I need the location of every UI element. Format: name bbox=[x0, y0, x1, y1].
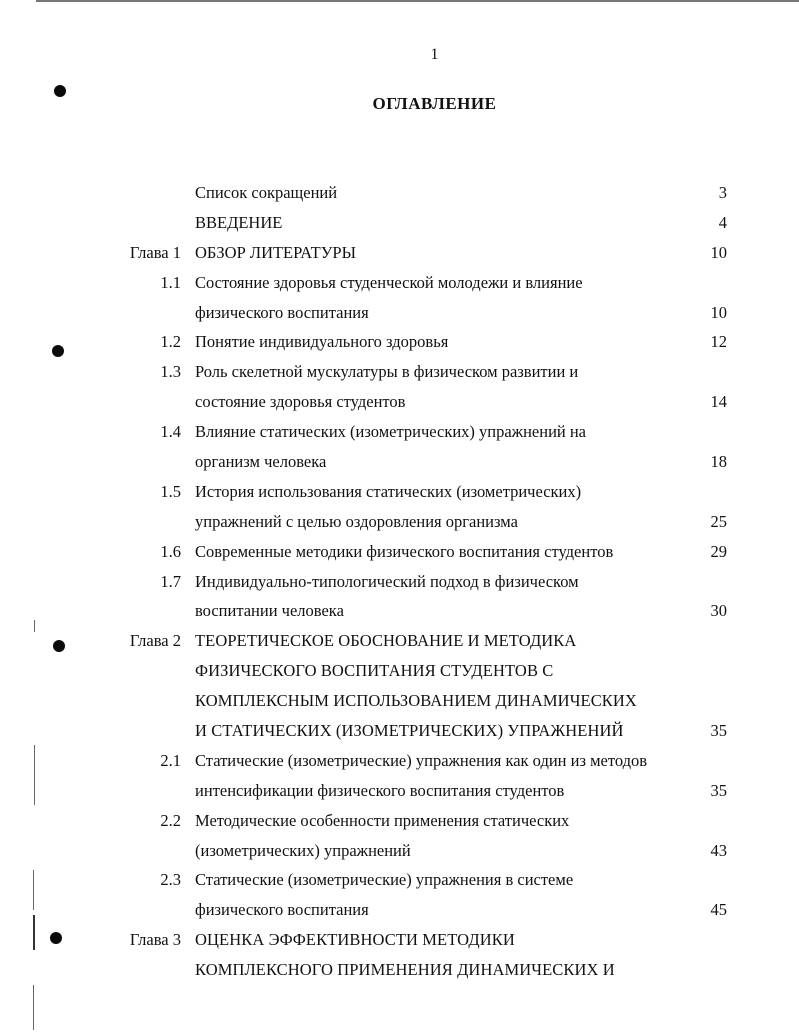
toc-page: 43 bbox=[710, 840, 727, 860]
toc-page: 14 bbox=[710, 392, 727, 412]
toc-page: 35 bbox=[710, 721, 727, 741]
toc-entry[interactable] bbox=[0, 927, 799, 957]
toc-entry[interactable] bbox=[0, 569, 799, 599]
toc-title: ОЦЕНКА ЭФФЕКТИВНОСТИ МЕТОДИКИ bbox=[195, 930, 515, 950]
toc-page: 29 bbox=[710, 541, 727, 561]
toc-number: 2.3 bbox=[160, 870, 181, 890]
toc-number: 1.5 bbox=[160, 481, 181, 501]
toc-title: Статические (изометрические) упражнения как один из методов bbox=[195, 750, 648, 770]
toc-entry[interactable] bbox=[0, 718, 799, 748]
toc-number: 1.1 bbox=[160, 272, 181, 292]
toc-title: воспитании человека bbox=[195, 601, 344, 621]
toc-number: 1.6 bbox=[160, 541, 181, 561]
toc-entry[interactable] bbox=[0, 957, 799, 987]
scan-margin-mark bbox=[33, 985, 34, 1030]
toc-entry[interactable] bbox=[0, 867, 799, 897]
toc-page: 35 bbox=[710, 780, 727, 800]
toc-title: ФИЗИЧЕСКОГО ВОСПИТАНИЯ СТУДЕНТОВ С bbox=[195, 661, 554, 681]
toc-page: 4 bbox=[718, 212, 727, 232]
toc-page: 3 bbox=[718, 183, 727, 202]
toc-entry[interactable] bbox=[0, 688, 799, 718]
table-of-contents bbox=[0, 180, 799, 987]
toc-title: Понятие индивидуального здоровья bbox=[195, 332, 449, 352]
toc-number: 1.3 bbox=[160, 362, 181, 382]
toc-title: КОМПЛЕКСНЫМ ИСПОЛЬЗОВАНИЕМ ДИНАМИЧЕСКИХ bbox=[195, 691, 637, 711]
toc-number: 1.2 bbox=[160, 332, 181, 352]
toc-title: интенсификации физического воспитания студентов bbox=[195, 780, 565, 800]
toc-title: ВВЕДЕНИЕ bbox=[195, 212, 283, 232]
toc-entry[interactable] bbox=[0, 838, 799, 868]
toc-title: Роль скелетной мускулатуры в физическом развитии и bbox=[195, 362, 579, 382]
toc-entry[interactable] bbox=[0, 778, 799, 808]
toc-entry[interactable] bbox=[0, 210, 799, 240]
toc-entry[interactable] bbox=[0, 359, 799, 389]
toc-page: 12 bbox=[710, 332, 727, 352]
toc-entry[interactable] bbox=[0, 897, 799, 927]
toc-entry[interactable] bbox=[0, 539, 799, 569]
toc-page: 30 bbox=[710, 601, 727, 621]
toc-title: Современные методики физического воспитания студентов bbox=[195, 541, 614, 561]
toc-entry[interactable] bbox=[0, 449, 799, 479]
scan-top-edge bbox=[36, 0, 799, 2]
toc-page: 25 bbox=[710, 511, 727, 531]
toc-title: Статические (изометрические) упражнения в системе bbox=[195, 870, 574, 890]
toc-entry[interactable] bbox=[0, 240, 799, 270]
toc-title: Список сокращений bbox=[195, 183, 338, 202]
toc-entry[interactable] bbox=[0, 598, 799, 628]
toc-page: 10 bbox=[710, 302, 727, 322]
page-number: 1 bbox=[430, 46, 439, 63]
toc-entry[interactable] bbox=[0, 329, 799, 359]
toc-title: История использования статических (изометрических) bbox=[195, 481, 582, 501]
toc-title: И СТАТИЧЕСКИХ (ИЗОМЕТРИЧЕСКИХ) УПРАЖНЕНИЙ bbox=[195, 721, 624, 741]
toc-title: состояние здоровья студентов bbox=[195, 392, 406, 412]
toc-entry[interactable] bbox=[0, 748, 799, 778]
toc-title: физического воспитания bbox=[195, 900, 369, 920]
toc-title: Состояние здоровья студенческой молодежи и влияние bbox=[195, 272, 583, 292]
toc-title: Методические особенности применения статических bbox=[195, 810, 570, 830]
toc-number: 2.1 bbox=[160, 750, 181, 770]
toc-title: КОМПЛЕКСНОГО ПРИМЕНЕНИЯ ДИНАМИЧЕСКИХ И bbox=[195, 960, 615, 980]
page-title: ОГЛАВЛЕНИЕ bbox=[372, 94, 497, 113]
toc-page: 10 bbox=[710, 242, 727, 262]
toc-number: 2.2 bbox=[160, 810, 181, 830]
toc-title: (изометрических) упражнений bbox=[195, 840, 411, 860]
toc-title: упражнений с целью оздоровления организма bbox=[195, 511, 518, 531]
toc-entry[interactable] bbox=[0, 658, 799, 688]
toc-page: 18 bbox=[710, 452, 727, 472]
toc-title: физического воспитания bbox=[195, 302, 369, 322]
toc-title: Влияние статических (изометрических) упражнений на bbox=[195, 422, 587, 442]
toc-number: Глава 2 bbox=[129, 631, 181, 651]
toc-entry[interactable] bbox=[0, 509, 799, 539]
toc-page: 45 bbox=[710, 900, 727, 920]
toc-entry[interactable] bbox=[0, 628, 799, 658]
toc-number: Глава 1 bbox=[129, 242, 181, 262]
toc-entry[interactable] bbox=[0, 808, 799, 838]
toc-entry[interactable] bbox=[0, 270, 799, 300]
toc-entry[interactable] bbox=[0, 389, 799, 419]
toc-number: Глава 3 bbox=[129, 930, 181, 950]
toc-title: ТЕОРЕТИЧЕСКОЕ ОБОСНОВАНИЕ И МЕТОДИКА bbox=[195, 631, 577, 651]
toc-entry[interactable] bbox=[0, 479, 799, 509]
toc-entry[interactable] bbox=[0, 300, 799, 330]
toc-title: Индивидуально-типологический подход в физическом bbox=[195, 571, 579, 591]
toc-entry[interactable] bbox=[0, 419, 799, 449]
toc-title: ОБЗОР ЛИТЕРАТУРЫ bbox=[195, 242, 356, 262]
toc-entry[interactable] bbox=[0, 180, 799, 210]
toc-title: организм человека bbox=[195, 452, 327, 472]
toc-number: 1.7 bbox=[160, 571, 181, 591]
toc-number: 1.4 bbox=[160, 422, 181, 442]
